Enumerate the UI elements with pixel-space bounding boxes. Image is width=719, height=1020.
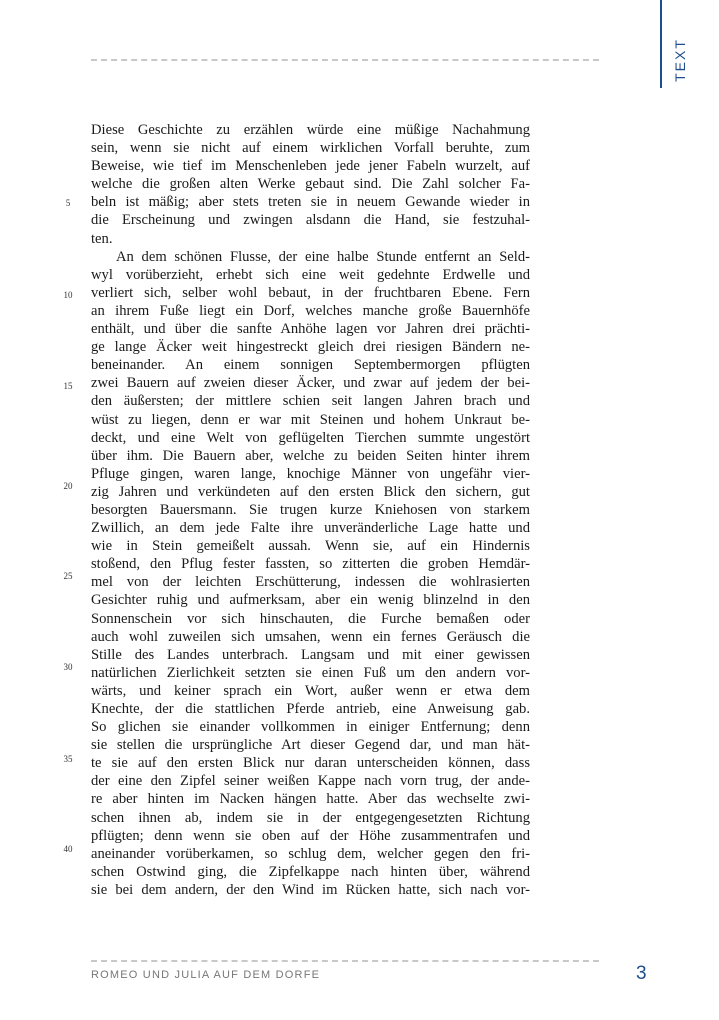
text-line: die Erscheinung und zwingen alsdann die Hand, sie festzuhal-	[91, 212, 530, 229]
text-line: ten.	[91, 230, 113, 247]
text-line: Diese Geschichte zu erzählen würde eine müßige Nachahmung	[91, 122, 530, 138]
top-dashed-rule	[91, 59, 599, 61]
text-line: den äußersten; der mittlere schien seit langen Jahren brach und	[91, 393, 530, 410]
line-number: 20	[63, 481, 73, 491]
text-line: der eine den Zipfel seiner weißen Kappe nach vorn trug, der ande-	[91, 773, 530, 790]
text-line: re aber hinten im Nacken hängen hatte. Aber das wechselte zwi-	[91, 791, 530, 808]
text-line: sie stellen die ursprüngliche Art dieser Gegend dar, und man hät-	[91, 737, 530, 754]
body-text	[91, 121, 530, 899]
line-number: 40	[63, 844, 73, 854]
text-line: So glichen sie einander vollkommen in einiger Entfernung; denn	[91, 719, 530, 736]
text-line: deckt, und eine Welt von geflügelten Tierchen summte ungestört	[91, 429, 530, 446]
text-line: verliert sich, selber wohl bebaut, in der fruchtbaren Ebene. Fern	[91, 284, 530, 301]
page-number: 3	[636, 963, 647, 984]
text-line: mel von der leichten Erschütterung, indessen die wohlrasierten	[91, 574, 530, 591]
text-line: sie bei dem andern, der den Wind im Rücken hatte, sich nach vor-	[91, 881, 530, 898]
text-line: zig Jahren und verkündeten auf den ersten Blick den sichern, gut	[91, 483, 530, 500]
line-number: 25	[63, 571, 73, 581]
text-line: natürlichen Zierlichkeit setzten sie einen Fuß um den andern vor-	[91, 664, 530, 681]
text-line: beneinander. An einem sonnigen Septembermorgen pflügten	[91, 357, 530, 374]
running-footer-title: ROMEO UND JULIA AUF DEM DORFE	[91, 969, 321, 981]
text-line: über ihm. Die Bauern aber, welche zu beiden Seiten hinter ihrem	[91, 447, 530, 464]
text-line: besorgten Bauersmann. Sie trugen kurze Kniehosen von starkem	[91, 501, 530, 518]
text-line: Knechte, der die stattlichen Pferde antrieb, eine Anweisung gab.	[91, 701, 530, 717]
text-line: pflügten; denn wenn sie oben auf der Höhe zusammentrafen und	[91, 827, 530, 844]
line-number: 35	[63, 754, 73, 764]
line-number: 10	[63, 290, 73, 300]
text-line: auch wohl zuweilen sich umsahen, wenn ein fernes Geräusch die	[91, 628, 530, 645]
bottom-dashed-rule	[91, 960, 599, 962]
line-number: 15	[63, 381, 73, 391]
text-line: schen ihnen ab, indem sie in der entgegengesetzten Richtung	[91, 809, 530, 826]
text-line: an ihrem Fuße liegt ein Dorf, welches manche große Bauernhöfe	[91, 302, 530, 319]
text-line: wüst zu liegen, denn er war mit Steinen und hohem Unkraut be-	[91, 411, 530, 428]
text-line: te sie auf den ersten Blick nur daran unterscheiden können, dass	[91, 755, 530, 772]
text-line: Sonnenschein vor sich hinschauten, die Furche bemaßen oder	[91, 610, 530, 627]
text-line: beln ist mäßig; aber stets treten sie in neuem Gewande wieder in	[91, 194, 530, 211]
text-line: Beweise, wie tief im Menschenleben jede jener Fabeln wurzelt, auf	[91, 158, 530, 175]
line-number: 5	[65, 198, 71, 208]
text-line: schen Ostwind ging, die Zipfelkappe nach hinten über, während	[91, 863, 530, 880]
text-line: sein, wenn sie nicht auf einem wirklichen Vorfall beruhte, zum	[91, 140, 530, 157]
text-line: enthält, und über die sanfte Anhöhe lagen vor Jahren drei prächti-	[91, 321, 530, 338]
text-line: wie in Stein gemeißelt aussah. Wenn sie, auf ein Hindernis	[91, 538, 530, 555]
text-line: zwei Bauern auf zweien dieser Äcker, und zwar auf jedem der bei-	[91, 375, 530, 392]
text-line: aneinander vorüberkamen, so schlug dem, welcher gegen den fri-	[91, 845, 530, 862]
text-line: Zwillich, an dem jede Falte ihre unveränderliche Lage hatte und	[91, 520, 530, 537]
text-line: ge lange Äcker weit hingestreckt gleich drei riesigen Bändern ne-	[91, 339, 530, 356]
text-line: Stille des Landes unterbrach. Langsam und mit einer gewissen	[91, 646, 530, 663]
text-line: Gesichter ruhig und aufmerksam, aber ein wenig blinzelnd in den	[91, 592, 530, 609]
text-line: An dem schönen Flusse, der eine halbe Stunde entfernt an Seld-	[116, 248, 530, 265]
section-tab-label: TEXT	[672, 38, 688, 82]
text-line: stoßend, den Pflug fester fassten, so zitterten die groben Hemdär-	[91, 556, 530, 573]
line-number: 30	[63, 662, 73, 672]
text-line: wärts, und keiner sprach ein Wort, außer wenn er etwa dem	[91, 682, 530, 699]
text-line: Pfluge gingen, waren lange, knochige Männer von ungefähr vier-	[91, 465, 530, 482]
text-line: welche die großen alten Werke gebaut sind. Die Zahl solcher Fa-	[91, 176, 530, 193]
text-line: wyl vorüberzieht, erhebt sich eine weit gedehnte Erdwelle und	[91, 266, 530, 283]
